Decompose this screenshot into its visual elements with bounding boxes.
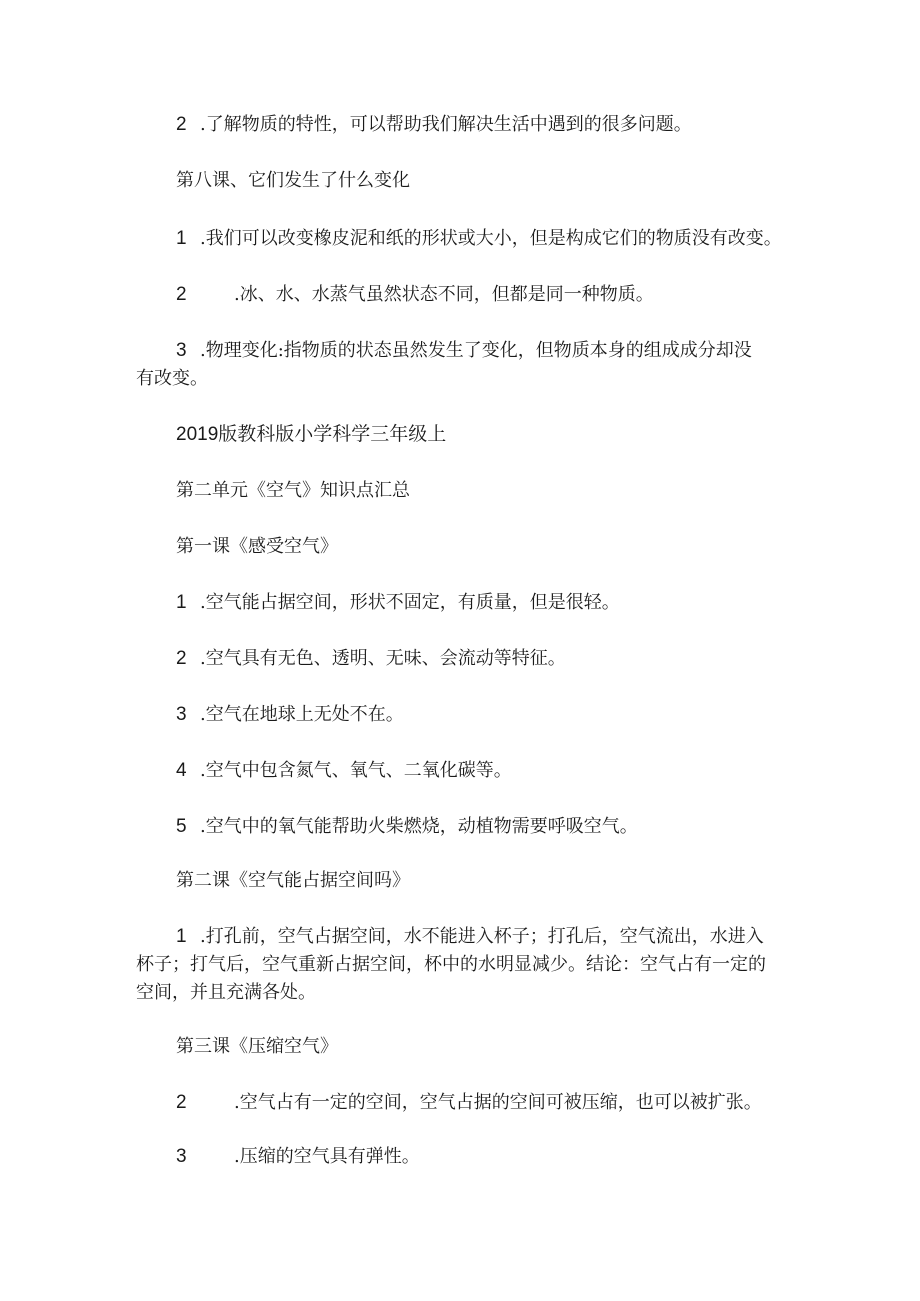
- item-text-continuation: 空间，并且充满各处。: [136, 982, 316, 1003]
- item-number: 1: [176, 228, 187, 249]
- item-text: .空气中包含氮气、氧气、二氧化碳等。: [200, 760, 512, 781]
- item-number: 4: [176, 760, 187, 781]
- item-text: .了解物质的特性，可以帮助我们解决生活中遇到的很多问题。: [200, 114, 692, 135]
- item-number: 1: [176, 926, 187, 947]
- section-heading: 第三课《压缩空气》: [176, 1036, 338, 1057]
- item-number: 2: [176, 1092, 187, 1113]
- item-text: .冰、水、水蒸气虽然状态不同，但都是同一种物质。: [234, 284, 654, 305]
- list-item: [176, 336, 752, 366]
- item-text-continuation: 有改变。: [136, 368, 208, 389]
- list-item: [176, 110, 692, 140]
- item-number: 2: [176, 284, 187, 305]
- item-number: 3: [176, 704, 187, 725]
- book-title: 2019版教科版小学科学三年级上: [176, 424, 447, 445]
- item-text: .物理变化:指物质的状态虽然发生了变化，但物质本身的组成成分却没: [200, 340, 752, 361]
- item-text: .空气能占据空间，形状不固定，有质量，但是很轻。: [200, 592, 620, 613]
- item-number: 3: [176, 340, 187, 361]
- item-text: .空气具有无色、透明、无味、会流动等特征。: [200, 648, 566, 669]
- section-heading: 第八课、它们发生了什么变化: [176, 170, 410, 191]
- item-number: 2: [176, 648, 187, 669]
- item-text-continuation: 杯子；打气后，空气重新占据空间，杯中的水明显减少。结论：空气占有一定的: [136, 954, 766, 975]
- unit-title: 第二单元《空气》知识点汇总: [176, 480, 410, 501]
- list-item: [176, 280, 654, 310]
- item-text: .我们可以改变橡皮泥和纸的形状或大小，但是构成它们的物质没有改变。: [200, 228, 782, 249]
- section-heading: 第二课《空气能占据空间吗》: [176, 870, 410, 891]
- list-item: [176, 224, 782, 254]
- item-number: 1: [176, 592, 187, 613]
- list-item: [176, 922, 764, 952]
- list-item: [176, 1142, 420, 1172]
- item-text: .空气占有一定的空间，空气占据的空间可被压缩，也可以被扩张。: [234, 1092, 762, 1113]
- item-text: .空气中的氧气能帮助火柴燃烧，动植物需要呼吸空气。: [200, 816, 638, 837]
- item-number: 3: [176, 1146, 187, 1167]
- item-number: 2: [176, 114, 187, 135]
- item-text: .空气在地球上无处不在。: [200, 704, 404, 725]
- list-item: [176, 1088, 762, 1118]
- list-item: [176, 644, 566, 674]
- list-item: [176, 812, 638, 842]
- list-item: [176, 700, 404, 730]
- item-number: 5: [176, 816, 187, 837]
- list-item: [176, 756, 512, 786]
- section-heading: 第一课《感受空气》: [176, 536, 338, 557]
- item-text: .打孔前，空气占据空间，水不能进入杯子；打孔后，空气流出，水进入: [200, 926, 764, 947]
- list-item: [176, 588, 620, 618]
- item-text: .压缩的空气具有弹性。: [234, 1146, 420, 1167]
